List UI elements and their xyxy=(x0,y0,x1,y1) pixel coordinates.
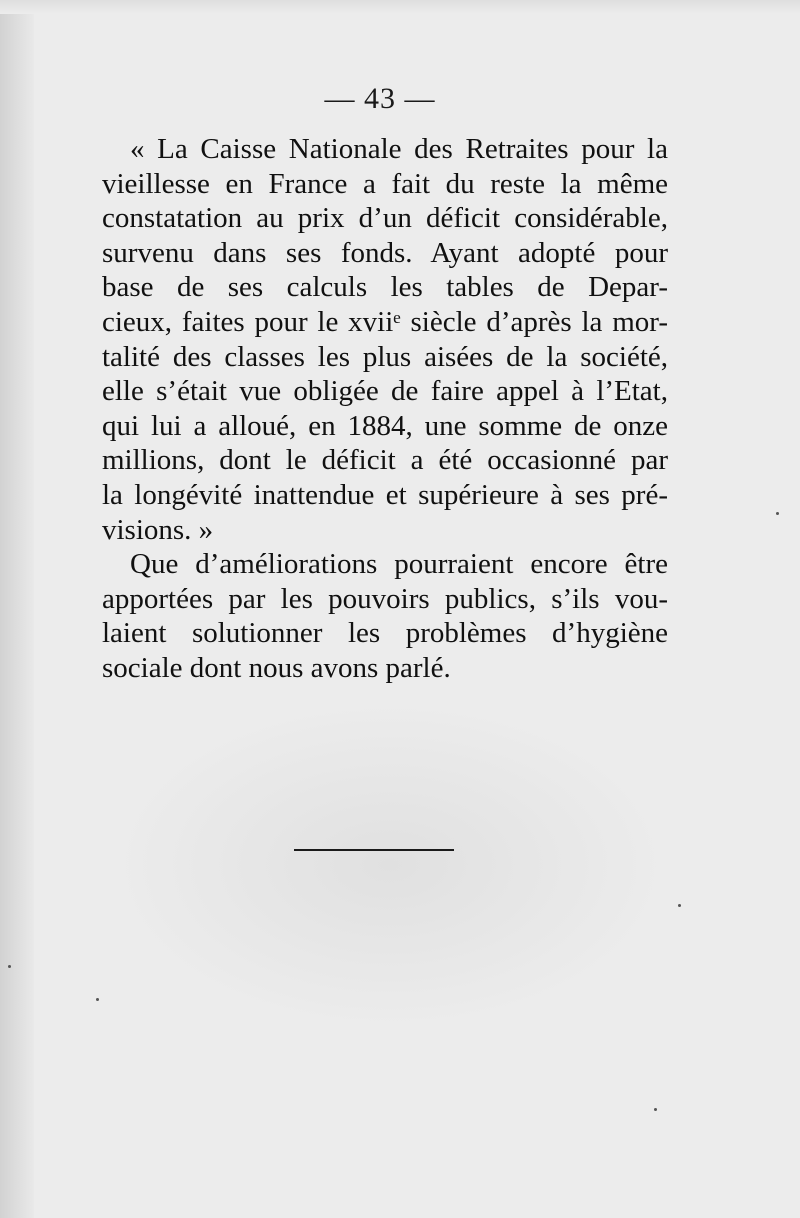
text-line: visions. » xyxy=(102,513,214,546)
text-line: talité des classes les plus aisées de la société, xyxy=(102,340,668,373)
paper-speck xyxy=(654,1108,657,1111)
text-line: la longévité inattendue et supérieure à ses pré- xyxy=(102,478,668,511)
text-line: laient solutionner les problèmes d’hygiène xyxy=(102,617,668,650)
body-text xyxy=(102,132,668,686)
text-line: Que d’améliorations pourraient encore être xyxy=(130,548,668,581)
text-line: millions, dont le déficit a été occasionné par xyxy=(102,444,668,477)
text-line: vieillesse en France a fait du reste la même xyxy=(102,167,668,200)
paper-speck xyxy=(678,904,681,907)
text-line: cieux, faites pour le xviiᵉ siècle d’après la mor- xyxy=(102,305,668,338)
bleed-through xyxy=(110,700,670,1030)
page-edge-shadow xyxy=(0,0,34,1218)
paper-speck xyxy=(8,965,11,968)
paper-speck xyxy=(776,512,779,515)
section-rule xyxy=(294,849,454,851)
text-line: qui lui a alloué, en 1884, une somme de onze xyxy=(102,409,668,442)
text-line: apportées par les pouvoirs publics, s’ils vou- xyxy=(102,582,668,615)
text-line: « La Caisse Nationale des Retraites pour la xyxy=(130,133,668,165)
text-line: constatation au prix d’un déficit considérable, xyxy=(102,202,668,235)
page-top-shadow xyxy=(0,0,800,14)
page-number: — 43 — xyxy=(324,82,436,115)
text-line: sociale dont nous avons parlé. xyxy=(102,651,451,684)
text-line: base de ses calculs les tables de Depar- xyxy=(102,271,668,304)
text-line: survenu dans ses fonds. Ayant adopté pour xyxy=(102,236,668,269)
paper-speck xyxy=(96,998,99,1001)
text-line: elle s’était vue obligée de faire appel à l’Etat, xyxy=(102,375,668,408)
